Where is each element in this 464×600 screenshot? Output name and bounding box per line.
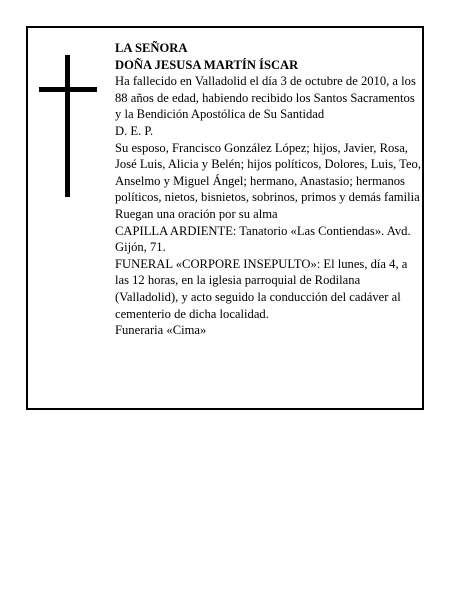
dep-line: D. E. P. [115, 123, 154, 138]
family-list: Su esposo, Francisco González López; hijos, Javier, Rosa, José Luis, Alicia y Belén; hijos políticos, Dolores, Luis, Teo, Anselmo y Miguel Ángel; hermano, Anastasio; hermanos políticos, nietos, bisnietos, sobrinos, primos y demás familia [115, 140, 422, 205]
obituary-notice [26, 26, 424, 410]
chapel-info: CAPILLA ARDIENTE: Tanatorio «Las Contiendas». Avd. Gijón, 71. [115, 223, 411, 255]
cross-horizontal-bar [39, 87, 97, 92]
cross-vertical-bar [65, 55, 70, 197]
death-announcement: Ha fallecido en Valladolid el día 3 de octubre de 2010, a los 88 años de edad, habiendo recibido los Santos Sacramentos y la Bendición Apostólica de Su Santidad [115, 74, 416, 122]
deceased-name: DOÑA JESUSA MARTÍN ÍSCAR [115, 57, 299, 72]
cross-icon [39, 55, 97, 197]
notice-body [115, 40, 423, 339]
notice-heading: LA SEÑORA [115, 41, 188, 55]
funeral-home: Funeraria «Cima» [115, 323, 207, 338]
funeral-info: FUNERAL «CORPORE INSEPULTO»: El lunes, día 4, a las 12 horas, en la iglesia parroquial de Rodilana (Valladolid), y acto seguido la conducción del cadáver al cementerio de dicha localidad. [115, 256, 408, 321]
prayer-request: Ruegan una oración por su alma [115, 206, 278, 221]
